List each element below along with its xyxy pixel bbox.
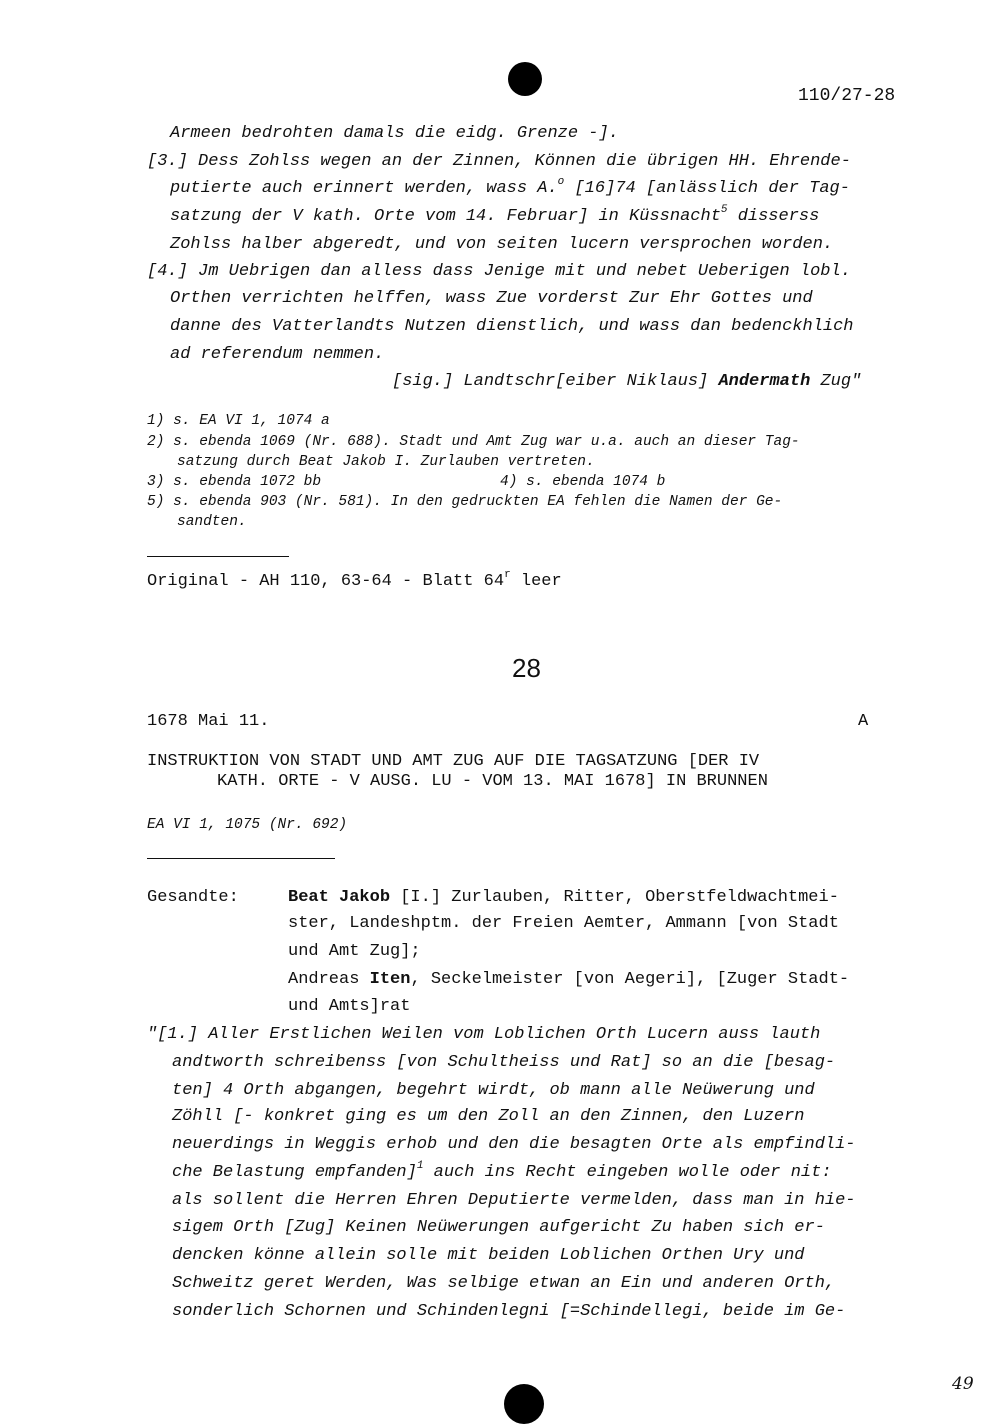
envoy-line: und Amt Zug]; (288, 942, 421, 961)
envoy-line (288, 970, 849, 989)
text-line: danne des Vatterlandts Nutzen dienstlich, und wass dan bedenckhlich (170, 317, 854, 336)
footnote: 1) s. EA VI 1, 1074 a (147, 413, 330, 429)
text-span: [16]74 [anlässlich der Tag- (564, 179, 850, 198)
document-reference: EA VI 1, 1075 (Nr. 692) (147, 817, 348, 833)
superscript: r (504, 569, 511, 581)
envoy-line: ster, Landeshptm. der Freien Aemter, Ammann [von Stadt (288, 914, 839, 933)
divider (147, 556, 289, 557)
text-span: auch ins Recht eingeben wolle oder nit: (423, 1163, 832, 1182)
text-line: als sollent die Herren Ehren Deputierte vermelden, dass man in hie- (172, 1191, 856, 1210)
envoys-label: Gesandte: (147, 888, 239, 907)
text-line (170, 204, 820, 226)
footnote-marker: 1 (416, 1160, 424, 1172)
footnote: satzung durch Beat Jakob I. Zurlauben vertreten. (177, 454, 595, 470)
text-line: sigem Orth [Zug] Keinen Neüwerungen aufgericht Zu haben sich er- (172, 1218, 825, 1237)
text-line: dencken könne allein solle mit beiden Loblichen Orthen Ury und (172, 1246, 805, 1265)
punch-hole-top (508, 62, 542, 96)
text-line: andtworth schreibenss [von Schultheiss und Rat] so an die [besag- (172, 1053, 836, 1072)
text-line (172, 1160, 832, 1182)
text-line: Orthen verrichten helffen, wass Zue vorderst Zur Ehr Gottes und (170, 289, 813, 308)
folio-number: 49 (952, 1374, 974, 1394)
footnote: 2) s. ebenda 1069 (Nr. 688). Stadt und Amt Zug war u.a. auch an dieser Tag- (147, 434, 800, 450)
document-number: 28 (512, 653, 541, 683)
footnote: 5) s. ebenda 903 (Nr. 581). In den gedruckten EA fehlen die Namen der Ge- (147, 494, 783, 510)
superscript: o (557, 176, 565, 188)
text-line: sonderlich Schornen und Schindenlegni [=Schindellegi, beide im Ge- (172, 1302, 846, 1321)
original-note-text: Original - AH 110, 63-64 - Blatt 64 (147, 572, 505, 591)
text-line: Armeen bedrohten damals die eidg. Grenze -]. (170, 124, 619, 143)
document-letter: A (858, 712, 869, 731)
signature-prefix: [sig.] Landtschr[eiber Niklaus] (392, 372, 719, 391)
original-note-tail: leer (510, 572, 562, 591)
footnote: sandten. (177, 514, 247, 530)
text-line: Zöhll [- konkret ging es um den Zoll an den Zinnen, den Luzern (172, 1107, 805, 1126)
text-line: Schweitz geret Werden, Was selbige etwan an Ein und anderen Orth, (172, 1274, 836, 1293)
page-reference: 110/27-28 (798, 86, 896, 106)
footnote: 4) s. ebenda 1074 b (500, 474, 666, 490)
text-span: satzung der V kath. Orte vom 14. Februar] in Küssnacht (170, 207, 721, 226)
document-title: KATH. ORTE - V AUSG. LU - VOM 13. MAI 1678] IN BRUNNEN (217, 772, 768, 791)
envoy-name: Beat Jakob (288, 888, 391, 907)
text-line: [3.] Dess Zohlss wegen an der Zinnen, Können die übrigen HH. Ehrende- (147, 152, 851, 171)
document-title: INSTRUKTION VON STADT UND AMT ZUG AUF DIE TAGSATZUNG [DER IV (147, 752, 760, 771)
text-line (170, 176, 850, 198)
signature-line (392, 372, 861, 391)
footnote-marker: 5 (720, 204, 728, 216)
text-line: ten] 4 Orth abgangen, begehrt wirdt, ob mann alle Neüwerung und (172, 1081, 815, 1100)
text-span: che Belastung empfanden] (172, 1163, 417, 1182)
text-line: ad referendum nemmen. (170, 345, 385, 364)
text-line: "[1.] Aller Erstlichen Weilen vom Loblichen Orth Lucern auss lauth (147, 1025, 821, 1044)
signature-suffix: Zug" (810, 372, 862, 391)
document-date: 1678 Mai 11. (147, 712, 270, 731)
footnote: 3) s. ebenda 1072 bb (147, 474, 322, 490)
text-span: disserss (727, 207, 820, 226)
envoy-line: und Amts]rat (288, 997, 411, 1016)
punch-hole-bottom (504, 1384, 544, 1424)
text-span: putierte auch erinnert werden, wass A. (170, 179, 558, 198)
envoy-text: [I.] Zurlauben, Ritter, Oberstfeldwachtmei- (390, 888, 839, 907)
text-line: neuerdings in Weggis erhob und den die besagten Orte als empfindli- (172, 1135, 856, 1154)
envoy-text: Andreas (288, 970, 370, 989)
original-note (147, 569, 562, 591)
divider (147, 858, 335, 859)
envoy-line (288, 888, 839, 907)
signature-name: Andermath (718, 372, 811, 391)
envoy-name: Iten (369, 970, 411, 989)
text-line: [4.] Jm Uebrigen dan alless dass Jenige mit und nebet Ueberigen lobl. (147, 262, 851, 281)
envoy-text: , Seckelmeister [von Aegeri], [Zuger Stadt- (410, 970, 850, 989)
text-line: Zohlss halber abgeredt, und von seiten lucern versprochen worden. (170, 235, 834, 254)
